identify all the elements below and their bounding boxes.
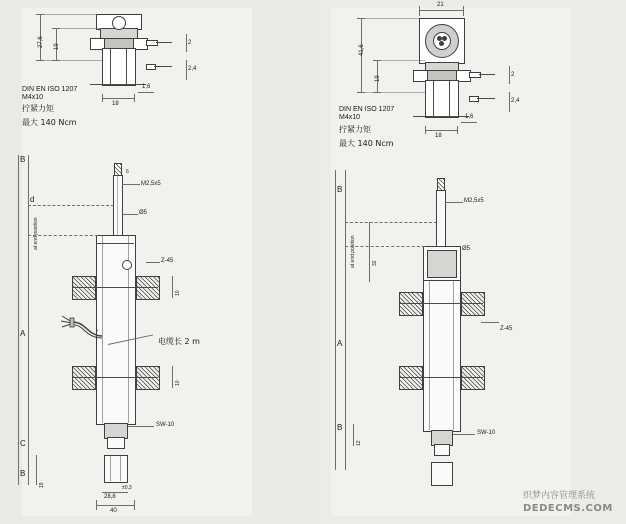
- callout-thread-r: M2,5x5: [464, 198, 484, 204]
- housing-edge-line: [126, 48, 127, 84]
- note-standard: DIN EN ISO 1207: [22, 86, 78, 93]
- dim-label-clip-10-lower: 10: [175, 380, 181, 386]
- callout-shaft-dia-r: Ø5: [462, 246, 471, 252]
- leader-line-thread-r: [445, 202, 463, 203]
- dim-line-21: [419, 10, 463, 11]
- dim-chain-outer-r: [335, 170, 336, 470]
- clamp-axis-lower: [72, 377, 158, 378]
- mount-clamp-left-lower: [72, 366, 96, 390]
- dim-line-18-r: [425, 130, 457, 131]
- note-torque-label-r: 拧紧力矩: [339, 125, 371, 134]
- dim-label-C: C: [20, 439, 26, 448]
- dim-label-28-8: 28,8: [104, 494, 116, 500]
- screw-axis-line-r: [479, 74, 495, 75]
- screw-head-detail-r: [469, 72, 481, 78]
- dashed-reference-line-r: [345, 222, 437, 223]
- dim-label-clip-10-upper: 10: [175, 290, 181, 296]
- dim-label-27-6: 27,6: [38, 36, 44, 48]
- note-torque-value: 最大 140 Ncm: [22, 118, 77, 127]
- dim-tick: [102, 94, 103, 102]
- screw-axis-line: [156, 42, 172, 43]
- callout-thread: M2,5x5: [141, 181, 161, 187]
- clamp-axis-lower-r: [399, 377, 483, 378]
- dim-label-2-4-r: 2,4: [511, 98, 520, 104]
- mount-clamp-right-lower-r: [461, 366, 485, 390]
- dim-line-clip-lower: [172, 366, 173, 388]
- dashed-reference-line: [28, 235, 98, 236]
- mount-clamp-right-upper-r: [461, 292, 485, 316]
- dim-tick: [463, 6, 464, 16]
- callout-sw10: SW-10: [156, 422, 175, 428]
- dim-tick: [425, 126, 426, 134]
- note-torque-label: 拧紧力矩: [22, 104, 54, 113]
- cable-bundle: [56, 308, 104, 344]
- dim-label-18-r: 18: [435, 133, 442, 139]
- dim-label-B-top: B: [20, 155, 26, 164]
- dim-tick: [419, 6, 420, 16]
- dim-label-B-bottom: B: [20, 469, 26, 478]
- leader-line-sw10: [128, 426, 154, 427]
- dim-line-12-r: [353, 424, 354, 446]
- mount-clamp-left-lower-r: [399, 366, 423, 390]
- leader-line-thread: [122, 184, 140, 185]
- top-view-housing-r: [425, 80, 459, 118]
- dim-label-40: 40: [110, 508, 117, 514]
- mount-clamp-left-upper: [72, 276, 96, 300]
- extension-line: [40, 60, 102, 61]
- dim-chain-outer: [18, 155, 19, 485]
- body-screw-mark: [122, 260, 132, 270]
- clamp-axis-upper-r: [399, 303, 483, 304]
- dim-label-2: 2: [188, 40, 192, 46]
- mount-clamp-left-upper-r: [399, 292, 423, 316]
- dim-label-19: 19: [54, 43, 60, 50]
- dim-line-2-4: [186, 60, 187, 80]
- dim-label-tolerance: ±0,3: [122, 485, 132, 491]
- dim-tick: [96, 500, 97, 510]
- end-shaft-r: [434, 444, 450, 456]
- dim-label-thread-len: 6: [126, 169, 129, 175]
- dim-label-2-r: 2: [511, 72, 515, 78]
- dashed-reference-line-r: [345, 246, 425, 247]
- dim-label-d: d: [30, 195, 35, 204]
- dim-label-32-r: 32: [372, 260, 378, 266]
- dim-line-19-bottom: [36, 455, 37, 485]
- leader-line-sw10-r: [453, 434, 475, 435]
- mount-clamp-right-upper: [136, 276, 160, 300]
- clamp-axis-upper: [72, 287, 158, 288]
- dim-chain-main-r: [345, 170, 346, 470]
- end-fitting-edge: [110, 455, 111, 481]
- watermark-line2: DEDECMS.COM: [523, 503, 613, 514]
- dim-label-19-r: 19: [375, 75, 381, 82]
- note-at-end-position-r: at end position: [350, 235, 356, 268]
- housing-edge-line: [110, 48, 111, 84]
- screw-axis-line-2: [154, 66, 172, 67]
- dim-label-A: A: [20, 329, 26, 338]
- sensor-body-collar-r: [427, 250, 457, 278]
- connector-pin: [442, 36, 447, 41]
- drawing-panel-right: [313, 0, 626, 524]
- note-torque-value-r: 最大 140 Ncm: [339, 139, 394, 148]
- top-view-housing: [102, 48, 136, 86]
- dim-line-2: [186, 34, 187, 52]
- dim-label-B-bottom-r: B: [337, 423, 343, 432]
- dim-label-B-top-r: B: [337, 185, 343, 194]
- note-screw: M4x10: [22, 94, 44, 101]
- dim-line-40: [96, 505, 134, 506]
- leader-line-dia: [122, 214, 138, 215]
- extension-line: [40, 14, 98, 15]
- top-view-bore: [112, 16, 126, 30]
- push-rod-r: [436, 190, 446, 248]
- end-fitting: [104, 455, 128, 483]
- leader-line-z45-r: [481, 322, 499, 323]
- dim-line-32-r: [369, 222, 370, 282]
- note-at-end-position: at end position: [33, 217, 39, 250]
- callout-z45-upper: Z-45: [161, 258, 174, 264]
- dim-line-1-6: [138, 92, 154, 93]
- screw-head-detail-2: [146, 64, 156, 70]
- dim-line-1-6-r: [461, 122, 477, 123]
- dim-line-28-8: [102, 492, 128, 493]
- body-top-step: [96, 243, 134, 244]
- end-shaft: [107, 437, 125, 449]
- dim-tick: [457, 126, 458, 134]
- callout-cable: 电缆长 2 m: [158, 337, 200, 346]
- end-fitting-r: [431, 462, 453, 486]
- housing-edge-line-r: [433, 80, 434, 116]
- housing-base-line-r: [413, 116, 469, 117]
- extension-line: [361, 18, 419, 19]
- dim-label-21: 21: [437, 2, 444, 8]
- screw-axis-line-r2: [477, 98, 495, 99]
- dim-label-1-6: 1,6: [142, 84, 151, 90]
- dim-line-18: [102, 98, 134, 99]
- screw-head-detail: [146, 40, 158, 46]
- extension-line: [56, 28, 102, 29]
- housing-base-line: [90, 84, 146, 85]
- rod-centerline: [117, 175, 118, 235]
- dim-tick: [134, 94, 135, 102]
- watermark-line1: 织梦内容管理系统: [523, 491, 596, 501]
- leader-line-z45: [146, 262, 160, 263]
- callout-sw10-r: SW-10: [477, 430, 496, 436]
- screw-head-detail-r2: [469, 96, 479, 102]
- dim-line-2-4-r: [509, 92, 510, 112]
- dim-label-2-4: 2,4: [188, 66, 197, 72]
- dim-line-clip-upper: [172, 276, 173, 298]
- note-screw-r: M4x10: [339, 114, 361, 121]
- housing-edge-line-r: [449, 80, 450, 116]
- callout-shaft-dia: Ø5: [139, 210, 148, 216]
- callout-z45-r: Z-45: [500, 326, 513, 332]
- dim-label-18: 18: [112, 101, 119, 107]
- dim-line-2-r: [509, 66, 510, 84]
- dim-label-41-6: 41,6: [359, 44, 365, 56]
- note-standard-r: DIN EN ISO 1207: [339, 106, 395, 113]
- dim-tick: [134, 500, 135, 510]
- dim-label-12-r: 12: [356, 440, 362, 446]
- dim-label-1-6-r: 1,6: [465, 114, 474, 120]
- dim-label-A-r: A: [337, 339, 343, 348]
- connector-pin: [439, 41, 444, 46]
- mount-clamp-right-lower: [136, 366, 160, 390]
- dim-label-19-bottom: 19: [39, 482, 45, 488]
- extension-line: [361, 92, 425, 93]
- end-fitting-edge: [120, 455, 121, 481]
- extension-line: [377, 60, 425, 61]
- dashed-reference-line: [28, 205, 114, 206]
